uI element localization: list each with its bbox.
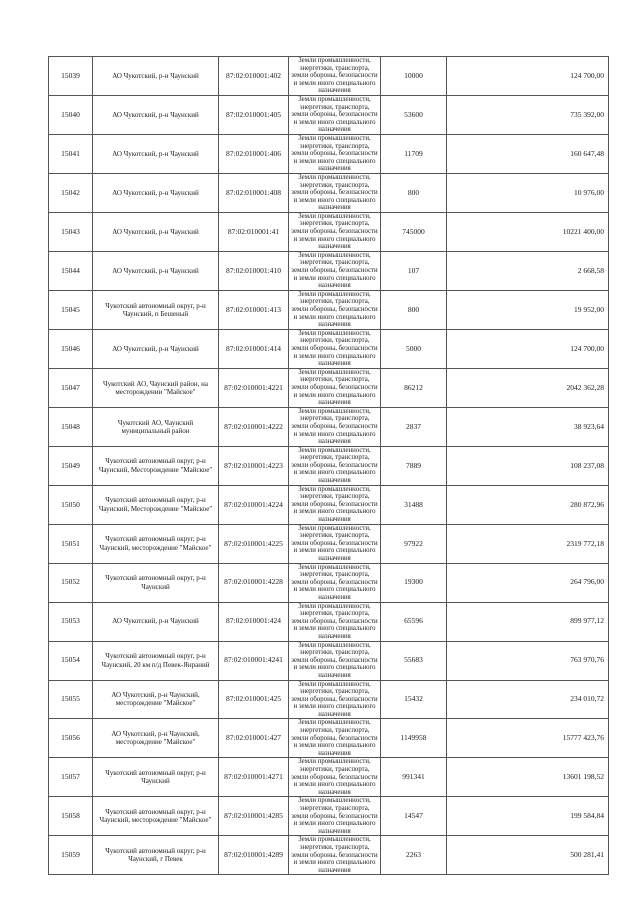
cadastral-value-cell: 124 700,00 [447, 329, 609, 368]
row-number: 15051 [49, 524, 93, 563]
area-cell: 11709 [381, 134, 447, 173]
area-cell: 5000 [381, 329, 447, 368]
row-number: 15048 [49, 407, 93, 446]
cadastral-value-cell: 763 970,76 [447, 641, 609, 680]
land-category-cell: Земли промышленности, энергетики, транспорта, земли обороны, безопасности и земли иного специального назначения [289, 524, 381, 563]
row-number: 15052 [49, 563, 93, 602]
land-category-cell: Земли промышленности, энергетики, транспорта, земли обороны, безопасности и земли иного специального назначения [289, 797, 381, 836]
address-cell: АО Чукотский, р-н Чаунский [93, 602, 219, 641]
area-cell: 86212 [381, 368, 447, 407]
land-category-cell: Земли промышленности, энергетики, транспорта, земли обороны, безопасности и земли иного специального назначения [289, 641, 381, 680]
address-cell: Чукотский автономный округ, р-н Чаунский, месторождение "Майское" [93, 524, 219, 563]
cadastral-value-cell: 264 796,00 [447, 563, 609, 602]
address-cell: АО Чукотский, р-н Чаунский [93, 212, 219, 251]
area-cell: 745000 [381, 212, 447, 251]
cadastral-number-cell: 87:02:010001:414 [219, 329, 289, 368]
address-cell: Чукотский автономный округ, р-н Чаунский, месторождение "Майское" [93, 797, 219, 836]
address-cell: Чукотский автономный округ, р-н Чаунский [93, 563, 219, 602]
table-row [49, 758, 609, 797]
area-cell: 14547 [381, 797, 447, 836]
cadastral-number-cell: 87:02:010001:4241 [219, 641, 289, 680]
cadastral-value-cell: 124 700,00 [447, 57, 609, 96]
address-cell: АО Чукотский, р-н Чаунский, месторождение "Майское" [93, 680, 219, 719]
area-cell: 97922 [381, 524, 447, 563]
area-cell: 991341 [381, 758, 447, 797]
area-cell: 65596 [381, 602, 447, 641]
row-number: 15040 [49, 95, 93, 134]
table-row [49, 290, 609, 329]
cadastral-value-cell: 500 281,41 [447, 836, 609, 875]
cadastral-number-cell: 87:02:010001:4271 [219, 758, 289, 797]
area-cell: 55683 [381, 641, 447, 680]
land-category-cell: Земли промышленности, энергетики, транспорта, земли обороны, безопасности и земли иного специального назначения [289, 407, 381, 446]
area-cell: 1149958 [381, 719, 447, 758]
cadastral-value-cell: 234 010,72 [447, 680, 609, 719]
address-cell: Чукотский автономный округ, р-н Чаунский, Месторождение "Майское" [93, 446, 219, 485]
table-row [49, 485, 609, 524]
land-category-cell: Земли промышленности, энергетики, транспорта, земли обороны, безопасности и земли иного специального назначения [289, 173, 381, 212]
area-cell: 107 [381, 251, 447, 290]
row-number: 15058 [49, 797, 93, 836]
row-number: 15039 [49, 57, 93, 96]
table-row [49, 134, 609, 173]
address-cell: Чукотский автономный округ, р-н Чаунский [93, 758, 219, 797]
land-plots-table [48, 56, 609, 875]
address-cell: АО Чукотский, р-н Чаунский [93, 95, 219, 134]
land-category-cell: Земли промышленности, энергетики, транспорта, земли обороны, безопасности и земли иного специального назначения [289, 212, 381, 251]
cadastral-value-cell: 899 977,12 [447, 602, 609, 641]
row-number: 15044 [49, 251, 93, 290]
table-row [49, 173, 609, 212]
table-row [49, 797, 609, 836]
cadastral-value-cell: 2 668,58 [447, 251, 609, 290]
cadastral-number-cell: 87:02:010001:4224 [219, 485, 289, 524]
table-row [49, 407, 609, 446]
cadastral-value-cell: 735 392,00 [447, 95, 609, 134]
address-cell: АО Чукотский, р-н Чаунский [93, 329, 219, 368]
land-category-cell: Земли промышленности, энергетики, транспорта, земли обороны, безопасности и земли иного специального назначения [289, 368, 381, 407]
land-category-cell: Земли промышленности, энергетики, транспорта, земли обороны, безопасности и земли иного специального назначения [289, 329, 381, 368]
land-category-cell: Земли промышленности, энергетики, транспорта, земли обороны, безопасности и земли иного специального назначения [289, 563, 381, 602]
row-number: 15049 [49, 446, 93, 485]
table-row [49, 57, 609, 96]
row-number: 15059 [49, 836, 93, 875]
cadastral-value-cell: 15777 423,76 [447, 719, 609, 758]
cadastral-number-cell: 87:02:010001:41 [219, 212, 289, 251]
table-row [49, 719, 609, 758]
cadastral-number-cell: 87:02:010001:4222 [219, 407, 289, 446]
table-row [49, 680, 609, 719]
land-category-cell: Земли промышленности, энергетики, транспорта, земли обороны, безопасности и земли иного специального назначения [289, 446, 381, 485]
row-number: 15047 [49, 368, 93, 407]
cadastral-number-cell: 87:02:010001:4225 [219, 524, 289, 563]
row-number: 15055 [49, 680, 93, 719]
cadastral-value-cell: 2042 362,28 [447, 368, 609, 407]
land-category-cell: Земли промышленности, энергетики, транспорта, земли обороны, безопасности и земли иного специального назначения [289, 290, 381, 329]
address-cell: АО Чукотский, р-н Чаунский [93, 173, 219, 212]
address-cell: АО Чукотский, р-н Чаунский [93, 134, 219, 173]
land-category-cell: Земли промышленности, энергетики, транспорта, земли обороны, безопасности и земли иного специального назначения [289, 758, 381, 797]
land-category-cell: Земли промышленности, энергетики, транспорта, земли обороны, безопасности и земли иного специального назначения [289, 719, 381, 758]
address-cell: АО Чукотский, р-н Чаунский [93, 57, 219, 96]
area-cell: 800 [381, 173, 447, 212]
area-cell: 10000 [381, 57, 447, 96]
cadastral-number-cell: 87:02:010001:406 [219, 134, 289, 173]
address-cell: Чукотский АО, Чаунский муниципальный район [93, 407, 219, 446]
table-body [49, 57, 609, 875]
table-row [49, 446, 609, 485]
table-row [49, 329, 609, 368]
area-cell: 53600 [381, 95, 447, 134]
area-cell: 2263 [381, 836, 447, 875]
table-row [49, 251, 609, 290]
cadastral-value-cell: 160 647,48 [447, 134, 609, 173]
address-cell: Чукотский автономный округ, р-н Чаунский, п Бешеный [93, 290, 219, 329]
row-number: 15050 [49, 485, 93, 524]
cadastral-number-cell: 87:02:010001:4228 [219, 563, 289, 602]
cadastral-number-cell: 87:02:010001:424 [219, 602, 289, 641]
cadastral-number-cell: 87:02:010001:4223 [219, 446, 289, 485]
row-number: 15056 [49, 719, 93, 758]
row-number: 15045 [49, 290, 93, 329]
land-category-cell: Земли промышленности, энергетики, транспорта, земли обороны, безопасности и земли иного специального назначения [289, 57, 381, 96]
cadastral-value-cell: 2319 772,18 [447, 524, 609, 563]
cadastral-number-cell: 87:02:010001:405 [219, 95, 289, 134]
row-number: 15054 [49, 641, 93, 680]
cadastral-number-cell: 87:02:010001:4289 [219, 836, 289, 875]
cadastral-value-cell: 19 952,00 [447, 290, 609, 329]
address-cell: Чукотский АО, Чаунский район, на месторождении "Майское" [93, 368, 219, 407]
cadastral-number-cell: 87:02:010001:410 [219, 251, 289, 290]
address-cell: Чукотский автономный округ, р-н Чаунский, 20 км п/д Певек-Янраний [93, 641, 219, 680]
table-row [49, 836, 609, 875]
area-cell: 800 [381, 290, 447, 329]
cadastral-value-cell: 10221 400,00 [447, 212, 609, 251]
cadastral-value-cell: 10 976,00 [447, 173, 609, 212]
area-cell: 19300 [381, 563, 447, 602]
area-cell: 2837 [381, 407, 447, 446]
cadastral-value-cell: 280 872,96 [447, 485, 609, 524]
cadastral-value-cell: 38 923,64 [447, 407, 609, 446]
area-cell: 15432 [381, 680, 447, 719]
land-category-cell: Земли промышленности, энергетики, транспорта, земли обороны, безопасности и земли иного специального назначения [289, 485, 381, 524]
address-cell: АО Чукотский, р-н Чаунский, месторождение "Майское" [93, 719, 219, 758]
land-category-cell: Земли промышленности, энергетики, транспорта, земли обороны, безопасности и земли иного специального назначения [289, 251, 381, 290]
land-category-cell: Земли промышленности, энергетики, транспорта, земли обороны, безопасности и земли иного специального назначения [289, 680, 381, 719]
land-category-cell: Земли промышленности, энергетики, транспорта, земли обороны, безопасности и земли иного специального назначения [289, 134, 381, 173]
row-number: 15042 [49, 173, 93, 212]
table-row [49, 524, 609, 563]
cadastral-number-cell: 87:02:010001:408 [219, 173, 289, 212]
land-category-cell: Земли промышленности, энергетики, транспорта, земли обороны, безопасности и земли иного специального назначения [289, 602, 381, 641]
cadastral-value-cell: 13601 198,52 [447, 758, 609, 797]
table-row [49, 641, 609, 680]
table-row [49, 563, 609, 602]
table-row [49, 368, 609, 407]
cadastral-number-cell: 87:02:010001:427 [219, 719, 289, 758]
area-cell: 7889 [381, 446, 447, 485]
cadastral-number-cell: 87:02:010001:4221 [219, 368, 289, 407]
cadastral-number-cell: 87:02:010001:425 [219, 680, 289, 719]
cadastral-value-cell: 108 237,08 [447, 446, 609, 485]
address-cell: Чукотский автономный округ, р-н Чаунский, г Певек [93, 836, 219, 875]
area-cell: 31488 [381, 485, 447, 524]
row-number: 15057 [49, 758, 93, 797]
row-number: 15041 [49, 134, 93, 173]
address-cell: Чукотский автономный округ, р-н Чаунский, Месторождение "Майское" [93, 485, 219, 524]
cadastral-value-cell: 199 584,84 [447, 797, 609, 836]
cadastral-number-cell: 87:02:010001:413 [219, 290, 289, 329]
row-number: 15053 [49, 602, 93, 641]
table-row [49, 95, 609, 134]
row-number: 15046 [49, 329, 93, 368]
land-category-cell: Земли промышленности, энергетики, транспорта, земли обороны, безопасности и земли иного специального назначения [289, 836, 381, 875]
cadastral-number-cell: 87:02:010001:4285 [219, 797, 289, 836]
table-row [49, 602, 609, 641]
address-cell: АО Чукотский, р-н Чаунский [93, 251, 219, 290]
land-category-cell: Земли промышленности, энергетики, транспорта, земли обороны, безопасности и земли иного специального назначения [289, 95, 381, 134]
cadastral-number-cell: 87:02:010001:402 [219, 57, 289, 96]
row-number: 15043 [49, 212, 93, 251]
table-row [49, 212, 609, 251]
